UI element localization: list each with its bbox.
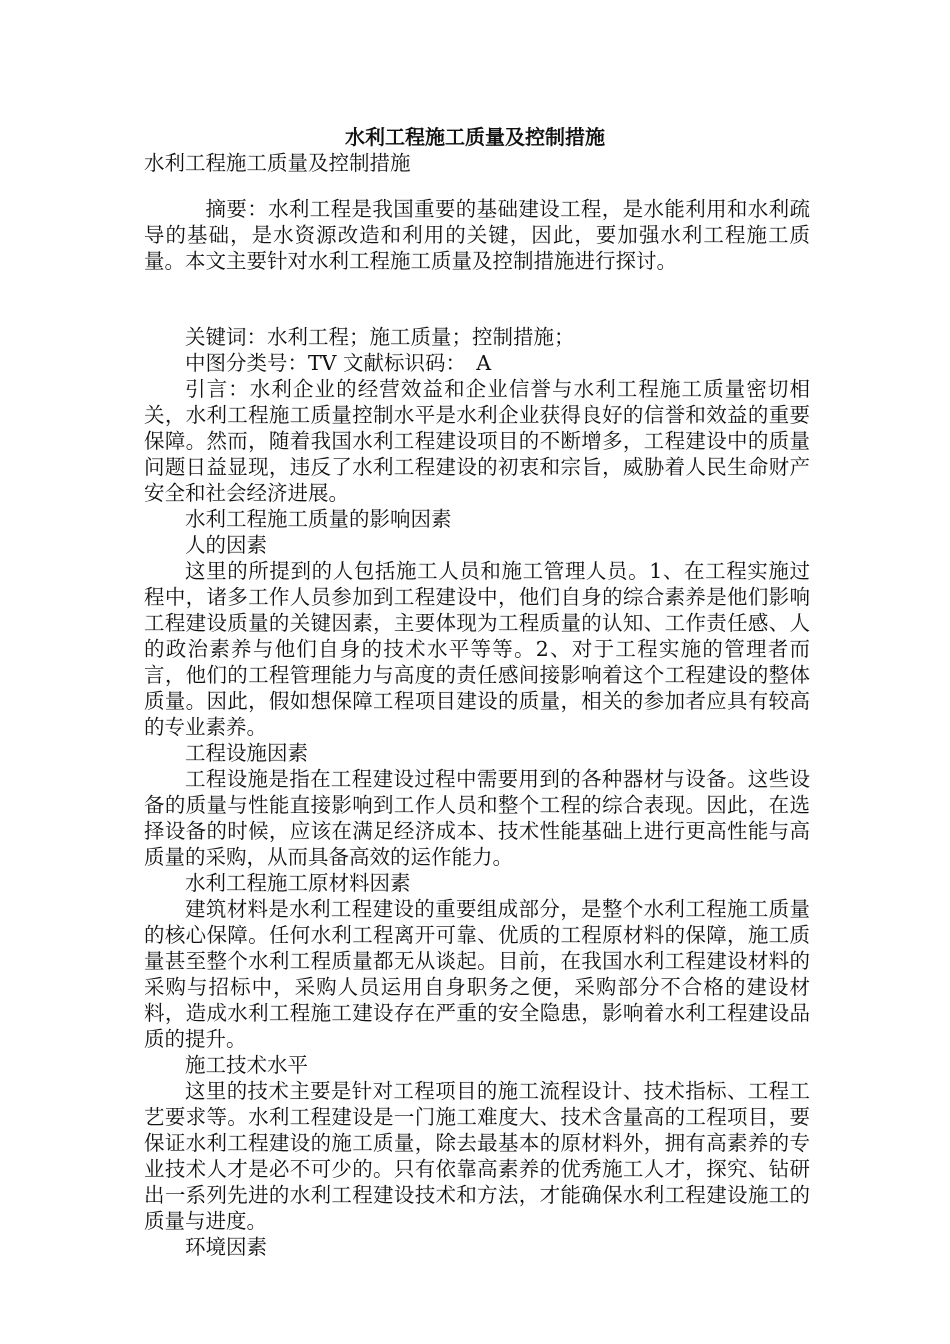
section-heading-people: 人的因素 xyxy=(185,533,267,557)
intro-paragraph: 引言：水利企业的经营效益和企业信誉与水利工程施工质量密切相关，水利工程施工质量控制水平是水利企业获得良好的信誉和效益的重要保障。然而，随着我国水利工程建设项目的不断增多，工程建设中的质量问题日益显现，违反了水利工程建设的初衷和宗旨，威胁着人民生命财产安全和社会经济进展。 xyxy=(144,377,810,505)
subtitle: 水利工程施工质量及控制措施 xyxy=(144,151,411,175)
classification-line: 中图分类号：TV 文献标识码： A xyxy=(185,351,492,375)
section-heading-main: 水利工程施工质量的影响因素 xyxy=(185,507,452,531)
section-heading-materials: 水利工程施工原材料因素 xyxy=(185,871,411,895)
keywords-line: 关键词：水利工程；施工质量；控制措施； xyxy=(185,325,575,349)
section-heading-facilities: 工程设施因素 xyxy=(185,741,308,765)
section-body-people: 这里的所提到的人包括施工人员和施工管理人员。1、在工程实施过程中，诸多工作人员参加到工程建设中，他们自身的综合素养是他们影响工程建设质量的关键因素，主要体现为工程质量的认知、工作责任感、人的政治素养与他们自身的技术水平等等。2、对于工程实施的管理者而言，他们的工程管理能力与高度的责任感间接影响着这个工程建设的整体质量。因此，假如想保障工程项目建设的质量，相关的参加者应具有较高的专业素养。 xyxy=(144,559,810,739)
abstract-paragraph: 摘要：水利工程是我国重要的基础建设工程，是水能利用和水利疏导的基础，是水资源改造和利用的关键，因此，要加强水利工程施工质量。本文主要针对水利工程施工质量及控制措施进行探讨。 xyxy=(144,197,810,273)
document-body xyxy=(144,150,810,1260)
page-title: 水利工程施工质量及控制措施 xyxy=(345,125,605,149)
section-body-technology: 这里的技术主要是针对工程项目的施工流程设计、技术指标、工程工艺要求等。水利工程建设是一门施工难度大、技术含量高的工程项目，要保证水利工程建设的施工质量，除去最基本的原材料外，拥有高素养的专业技术人才是必不可少的。只有依靠高素养的优秀施工人才，探究、钻研出一系列先进的水利工程建设技术和方法，才能确保水利工程建设施工的质量与进度。 xyxy=(144,1079,810,1233)
section-body-materials: 建筑材料是水利工程建设的重要组成部分，是整个水利工程施工质量的核心保障。任何水利工程离开可靠、优质的工程原材料的保障，施工质量甚至整个水利工程质量都无从谈起。目前，在我国水利工程建设材料的采购与招标中，采购人员运用自身职务之便，采购部分不合格的建设材料，造成水利工程施工建设存在严重的安全隐患，影响着水利工程建设品质的提升。 xyxy=(144,897,810,1051)
section-body-facilities: 工程设施是指在工程建设过程中需要用到的各种器材与设备。这些设备的质量与性能直接影响到工作人员和整个工程的综合表现。因此，在选择设备的时候，应该在满足经济成本、技术性能基础上进行更高性能与高质量的采购，从而具备高效的运作能力。 xyxy=(144,767,810,869)
section-heading-environment: 环境因素 xyxy=(185,1235,267,1259)
section-heading-technology: 施工技术水平 xyxy=(185,1053,308,1077)
